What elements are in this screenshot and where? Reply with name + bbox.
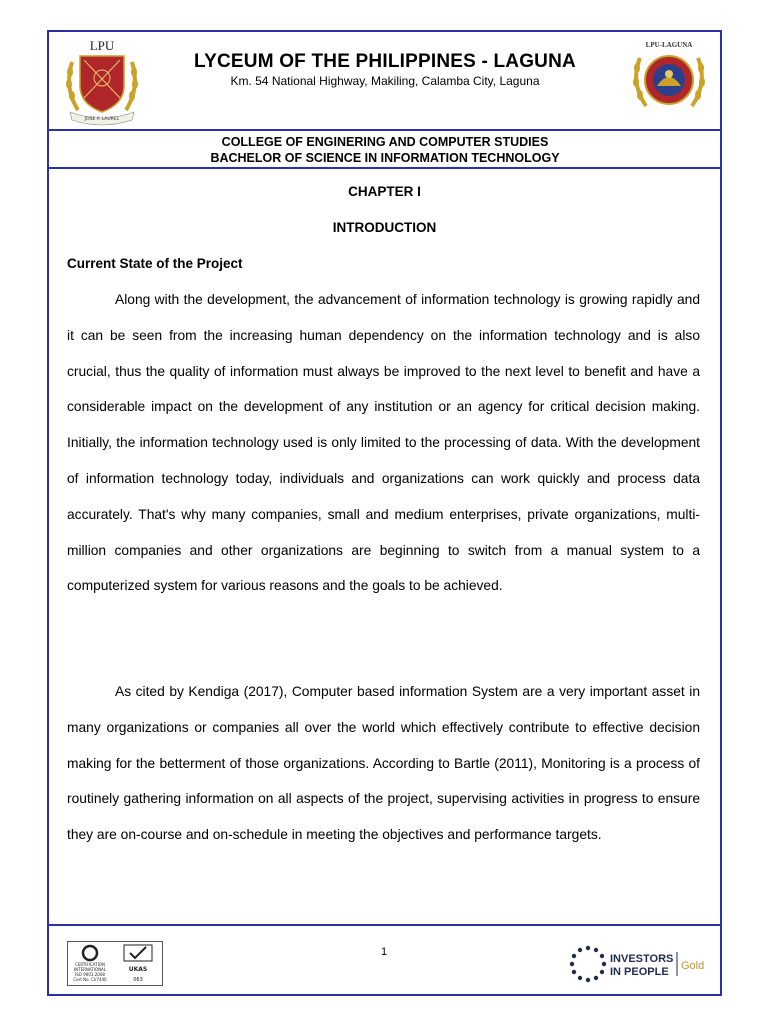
svg-text:IN PEOPLE: IN PEOPLE xyxy=(610,966,669,978)
chapter-number: CHAPTER I xyxy=(348,184,421,199)
svg-text:JOSE P. LAUREL: JOSE P. LAUREL xyxy=(84,117,120,122)
college-divider xyxy=(47,167,722,169)
lpu-seal-logo xyxy=(62,38,142,126)
header-divider xyxy=(47,129,722,131)
chapter-title: INTRODUCTION xyxy=(332,220,437,235)
page-number: 1 xyxy=(380,946,388,958)
university-address: Km. 54 National Highway, Makiling, Calamba City, Laguna xyxy=(230,74,540,88)
college-name: COLLEGE OF ENGINERING AND COMPUTER STUDIES xyxy=(221,135,549,149)
svg-text:LPU-LAGUNA: LPU-LAGUNA xyxy=(645,41,693,49)
section-heading: Current State of the Project xyxy=(67,256,243,271)
svg-text:INTERNATIONAL: INTERNATIONAL xyxy=(73,967,107,972)
svg-text:Gold: Gold xyxy=(681,960,705,972)
body-paragraph: Along with the development, the advancement of information technology is growing rapidly and it can be seen from the increasing human dependency on the information technology and is also crucial, thus the quality of information must always be improved to the next level to benefit and have a considerable impact on the development of any institution or an agency for critical decision making. Initially, the information technology used is only limited to the processing of data. With the development of information technology today, individuals and organizations can work quickly and process data accurately. That's why many companies, small and medium enterprises, private organizations, multi-million companies and other organizations are beginning to switch from a manual system to a computerized system for various reasons and the goals to be achieved. xyxy=(67,292,700,594)
svg-text:CERTIFICATION: CERTIFICATION xyxy=(75,962,105,967)
iso-certification-badge xyxy=(67,941,163,986)
svg-text:Cert No. CI/7440: Cert No. CI/7440 xyxy=(73,977,107,982)
lpu-laguna-seal-logo xyxy=(628,38,710,118)
svg-text:ISO 9001:2008: ISO 9001:2008 xyxy=(75,972,105,977)
college-heading xyxy=(150,134,620,166)
svg-text:063: 063 xyxy=(133,977,143,983)
investors-in-people-logo xyxy=(566,944,716,984)
university-name: LYCEUM OF THE PHILIPPINES - LAGUNA xyxy=(194,51,576,72)
program-name: BACHELOR OF SCIENCE IN INFORMATION TECHNOLOGY xyxy=(210,151,560,165)
body-paragraph: As cited by Kendiga (2017), Computer based information System are a very important asset in many organizations or companies all over the world which effectively contribute to effective decision making for the betterment of those organizations. According to Bartle (2011), Monitoring is a process of routinely gathering information on all aspects of the project, supervising activities in progress to ensure they are on-course and on-schedule in meeting the objectives and performance targets. xyxy=(67,684,700,843)
certification-icon xyxy=(68,942,162,985)
footer-divider xyxy=(47,924,722,926)
svg-text:INVESTORS: INVESTORS xyxy=(610,953,674,965)
svg-text:UKAS: UKAS xyxy=(128,966,148,973)
svg-text:LPU: LPU xyxy=(89,38,115,53)
